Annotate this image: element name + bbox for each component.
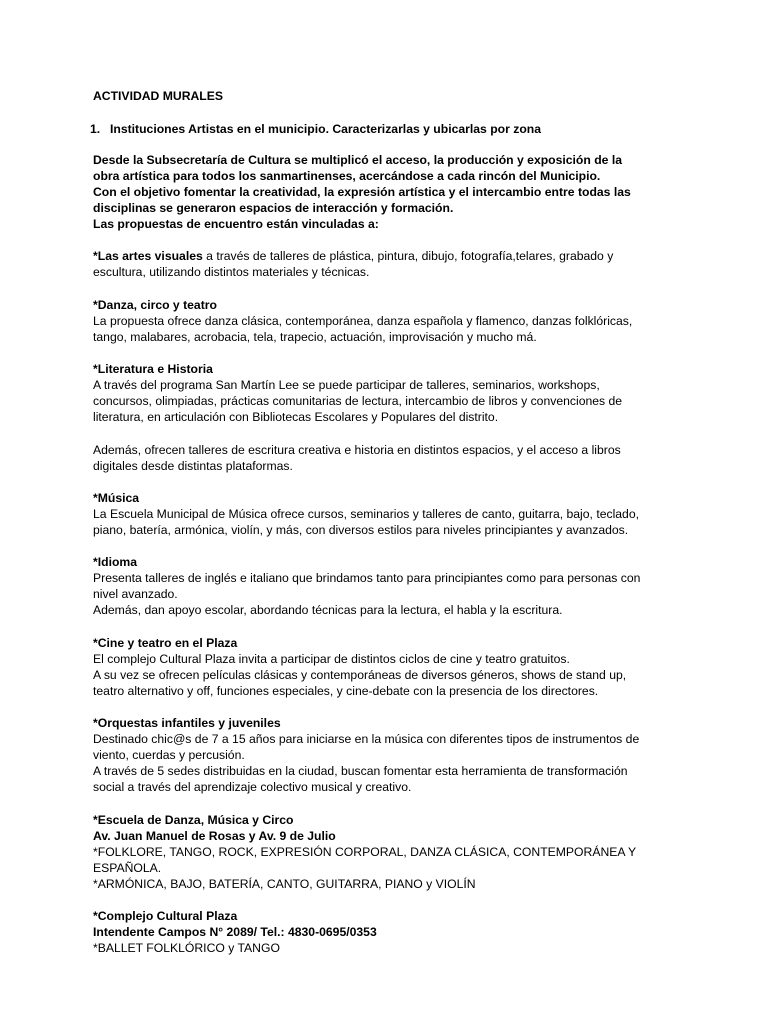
section-text: Además, ofrecen talleres de escritura creativa e historia en distintos espacios, y el acceso a libros bbox=[93, 443, 621, 457]
section-text: teatro alternativo y off, funciones especiales, y cine-debate con la presencia de los directores. bbox=[93, 684, 599, 698]
intro-line: Con el objetivo fomentar la creatividad, la expresión artística y el intercambio entre todas las bbox=[93, 185, 631, 199]
section-text: A través del programa San Martín Lee se puede participar de talleres, seminarios, workshops, bbox=[93, 378, 600, 392]
intro-line: obra artística para todos los sanmartinenses, acercándose a cada rincón del Municipio. bbox=[93, 169, 601, 183]
section-address: Av. Juan Manuel de Rosas y Av. 9 de Julio bbox=[93, 829, 336, 843]
section-text: A su vez se ofrecen películas clásicas y contemporáneas de diversos géneros, shows de stand up, bbox=[93, 668, 627, 682]
section-text: El complejo Cultural Plaza invita a participar de distintos ciclos de cine y teatro gratuitos. bbox=[93, 652, 570, 666]
section-text: digitales desde distintas plataformas. bbox=[93, 459, 293, 473]
section-text: piano, batería, armónica, violín, y más, con diversos estilos para niveles principiantes y avanzados. bbox=[93, 523, 629, 537]
section-heading: *Complejo Cultural Plaza bbox=[93, 909, 238, 923]
item-text: Instituciones Artistas en el municipio. Caracterizarlas y ubicarlas por zona bbox=[110, 122, 541, 136]
section-text: A través de 5 sedes distribuidas en la ciudad, buscan fomentar esta herramienta de transformación bbox=[93, 764, 628, 778]
section-heading: *Las artes visuales bbox=[93, 249, 203, 263]
intro-line: Las propuestas de encuentro están vinculadas a: bbox=[93, 217, 379, 231]
item-number: 1. bbox=[90, 122, 101, 136]
section-text: Presenta talleres de inglés e italiano que brindamos tanto para principiantes como para personas con bbox=[93, 571, 641, 585]
section-heading: *Literatura e Historia bbox=[93, 362, 213, 376]
section-heading: *Idioma bbox=[93, 555, 138, 569]
section-text: *ARMÓNICA, BAJO, BATERÍA, CANTO, GUITARRA, PIANO y VIOLÍN bbox=[93, 877, 476, 891]
intro-line: Desde la Subsecretaría de Cultura se multiplicó el acceso, la producción y exposición de la bbox=[93, 153, 622, 167]
section-heading: *Cine y teatro en el Plaza bbox=[93, 636, 238, 650]
section-text: La Escuela Municipal de Música ofrece cursos, seminarios y talleres de canto, guitarra, bajo, teclado, bbox=[93, 507, 640, 521]
section-text: literatura, en articulación con Bibliotecas Escolares y Populares del distrito. bbox=[93, 410, 499, 424]
section-text: ESPAÑOLA. bbox=[93, 861, 162, 875]
section-address: Intendente Campos N° 2089/ Tel.: 4830-0695/0353 bbox=[93, 925, 377, 939]
section-text: Destinado chic@s de 7 a 15 años para iniciarse en la música con diferentes tipos de instrumentos de bbox=[93, 732, 640, 746]
section-text: La propuesta ofrece danza clásica, contemporánea, danza española y flamenco, danzas folklóricas, bbox=[93, 314, 633, 328]
section-text: a través de talleres de plástica, pintura, dibujo, fotografía,telares, grabado y bbox=[202, 249, 614, 263]
section-heading: *Música bbox=[93, 491, 140, 505]
numbered-item bbox=[90, 121, 541, 137]
section-text: Además, dan apoyo escolar, abordando técnicas para la lectura, el habla y la escritura. bbox=[93, 603, 563, 617]
intro-line: disciplinas se generaron espacios de interacción y formación. bbox=[93, 201, 454, 215]
section-text: *FOLKLORE, TANGO, ROCK, EXPRESIÓN CORPORAL, DANZA CLÁSICA, CONTEMPORÁNEA Y bbox=[93, 845, 637, 859]
artes-line bbox=[93, 248, 613, 264]
section-text: nivel avanzado. bbox=[93, 587, 178, 601]
section-heading: *Danza, circo y teatro bbox=[93, 298, 217, 312]
section-text: *BALLET FOLKLÓRICO y TANGO bbox=[93, 941, 280, 955]
section-text: concursos, olimpiadas, prácticas comunitarias de lectura, intercambio de libros y convenciones de bbox=[93, 394, 623, 408]
section-text: escultura, utilizando distintos materiales y técnicas. bbox=[93, 265, 370, 279]
section-text: social a través del aprendizaje colectivo musical y creativo. bbox=[93, 780, 412, 794]
section-text: viento, cuerdas y percusión. bbox=[93, 748, 245, 762]
section-heading: *Escuela de Danza, Música y Circo bbox=[93, 813, 294, 827]
section-heading: *Orquestas infantiles y juveniles bbox=[93, 716, 281, 730]
section-text: tango, malabares, acrobacia, tela, trapecio, actuación, improvisación y mucho má. bbox=[93, 330, 537, 344]
document-title: ACTIVIDAD MURALES bbox=[93, 89, 223, 103]
